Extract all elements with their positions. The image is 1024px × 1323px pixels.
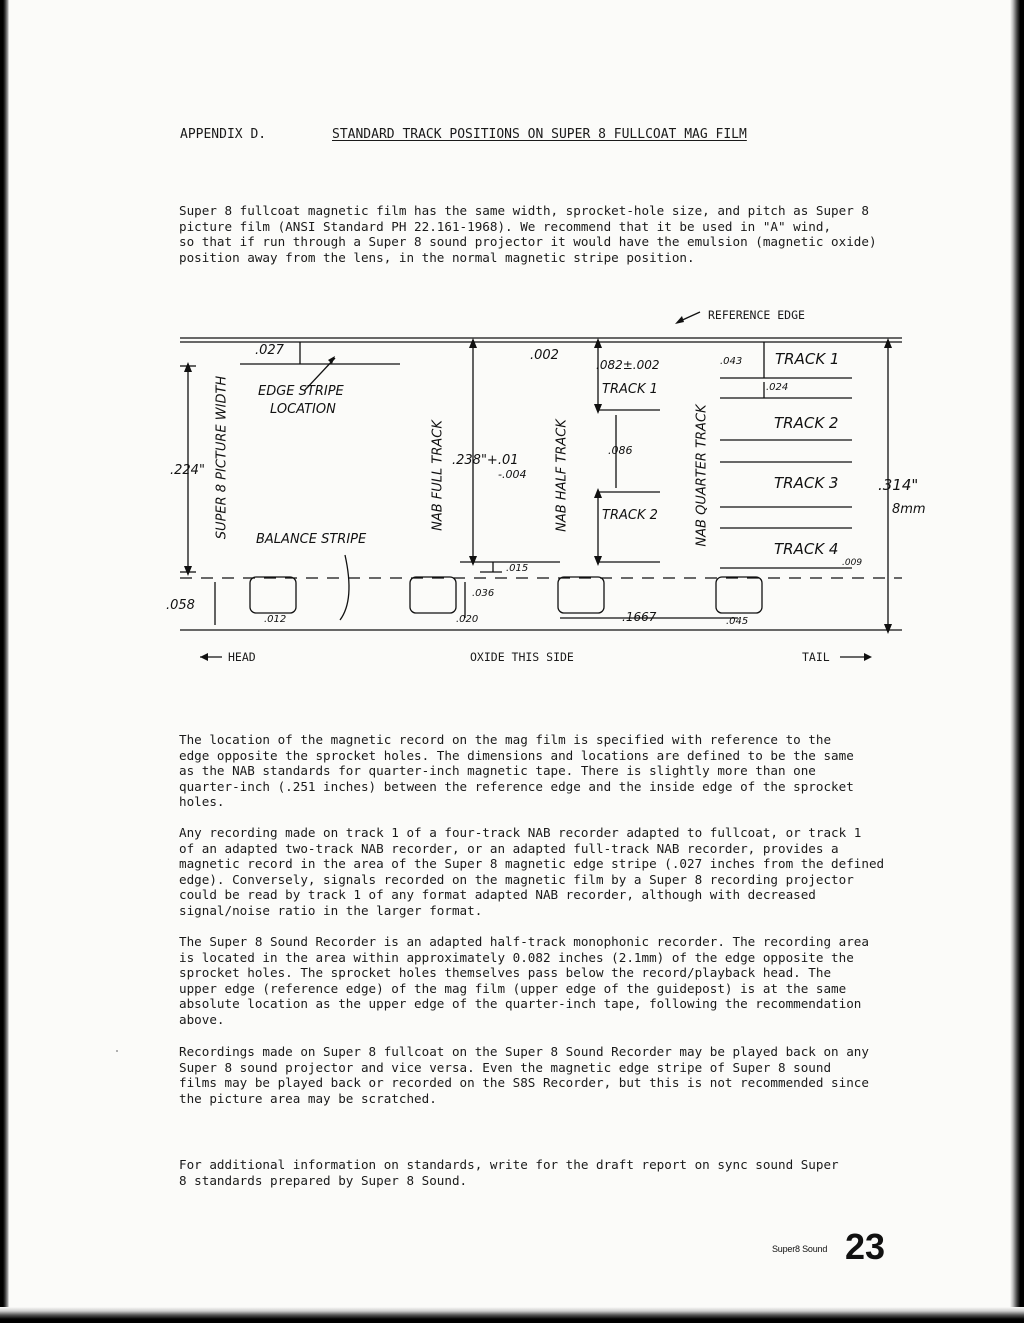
- dim-238-tolerance: -.004: [498, 468, 527, 481]
- dim-020: .020: [456, 614, 479, 625]
- nab-half-track-label: NAB HALF TRACK: [554, 419, 570, 532]
- dim-314: .314": [878, 476, 919, 494]
- dim-015: .015: [506, 563, 529, 574]
- dim-045: .045: [726, 616, 749, 627]
- dim-027: .027: [255, 343, 284, 358]
- track-position-diagram: [160, 300, 940, 680]
- footer-brand: Super8 Sound: [772, 1244, 828, 1254]
- scan-speck: [116, 1050, 118, 1052]
- dim-086: .086: [608, 444, 633, 457]
- scan-edge-bottom: [0, 1307, 1024, 1323]
- reference-edge-label: REFERENCE EDGE: [708, 308, 805, 322]
- dim-058: .058: [166, 598, 195, 613]
- quarter-track-3-label: TRACK 3: [774, 474, 839, 492]
- nab-quarter-track-label: NAB QUARTER TRACK: [694, 404, 710, 547]
- page-title: STANDARD TRACK POSITIONS ON SUPER 8 FULLCOAT MAG FILM: [332, 127, 747, 142]
- intro-paragraph: Super 8 fullcoat magnetic film has the same width, sprocket-hole size, and pitch as Super 8 picture film (ANSI Standard PH 22.161-1968). We recommend that it be used in "A" wind, so that if run through a Super 8 sound projector it would have the emulsion (magnetic oxide) position away from the lens, in the normal magnetic stripe position.: [179, 203, 877, 265]
- appendix-label: APPENDIX D.: [180, 127, 267, 142]
- edge-stripe-label-2: LOCATION: [270, 402, 336, 417]
- dim-043: .043: [720, 356, 743, 367]
- balance-stripe-label: BALANCE STRIPE: [256, 532, 367, 547]
- scan-edge-right: [1010, 0, 1024, 1323]
- body-paragraph-4: Recordings made on Super 8 fullcoat on the Super 8 Sound Recorder may be played back on any Super 8 sound projector and vice versa. Even the magnetic edge stripe of Super 8 sound films may be played back or recorded on the S8S Recorder, but this is not recommended since the picture area may be scratched.: [179, 1044, 869, 1106]
- super8-picture-width-label: SUPER 8 PICTURE WIDTH: [214, 375, 230, 540]
- body-paragraph-1: The location of the magnetic record on the mag film is specified with reference to the edge opposite the sprocket holes. The dimensions and locations are defined to be the same as the NAB standards for quarter-inch magnetic tape. There is slightly more than one quarter-inch (.251 inches) between the reference edge and the inside edge of the sprocket holes.: [179, 732, 854, 810]
- half-track-1-label: TRACK 1: [602, 382, 658, 397]
- dim-224: .224": [170, 463, 205, 478]
- dim-009: .009: [842, 558, 863, 568]
- tail-label: TAIL: [802, 650, 830, 664]
- head-label: HEAD: [228, 650, 256, 664]
- dim-082: .082±.002: [596, 358, 660, 372]
- dim-1667: .1667: [622, 610, 657, 624]
- dim-002: .002: [530, 348, 559, 363]
- edge-stripe-label-1: EDGE STRIPE: [258, 384, 344, 399]
- dim-024: .024: [766, 382, 789, 393]
- quarter-track-4-label: TRACK 4: [774, 540, 839, 558]
- body-paragraph-2: Any recording made on track 1 of a four-track NAB recorder adapted to fullcoat, or track 1 of an adapted two-track NAB recorder, or an adapted full-track NAB recorder, provides a magnetic record in the area of the Super 8 magnetic edge stripe (.027 inches from the defined edge). Conversely, signals recorded on the magnetic film by a Super 8 recording projector could be read by track 1 of any format adapted NAB recorder, although with decreased signal/noise ratio in the larger format.: [179, 825, 885, 918]
- quarter-track-1-label: TRACK 1: [775, 350, 840, 368]
- dim-238: .238"+.01: [452, 453, 519, 468]
- nab-full-track-label: NAB FULL TRACK: [430, 420, 446, 531]
- body-paragraph-3: The Super 8 Sound Recorder is an adapted half-track monophonic recorder. The recording area is located in the area within approximately 0.082 inches (2.1mm) of the edge opposite the sprocket holes. The sprocket holes themselves pass below the record/playback head. The upper edge (reference edge) of the mag film (upper edge of the guidepost) is at the same absolute location as the upper edge of the quarter-inch tape, following the recommendation above.: [179, 934, 869, 1027]
- dim-012: .012: [264, 614, 287, 625]
- body-paragraph-5: For additional information on standards, write for the draft report on sync sound Super 8 standards prepared by Super 8 Sound.: [179, 1157, 839, 1188]
- scan-edge-left: [0, 0, 9, 1323]
- dim-8mm: 8mm: [892, 502, 926, 517]
- half-track-2-label: TRACK 2: [602, 508, 658, 523]
- oxide-side-label: OXIDE THIS SIDE: [470, 650, 574, 664]
- dim-036: .036: [472, 588, 495, 599]
- quarter-track-2-label: TRACK 2: [774, 414, 839, 432]
- page-number: 23: [845, 1226, 886, 1267]
